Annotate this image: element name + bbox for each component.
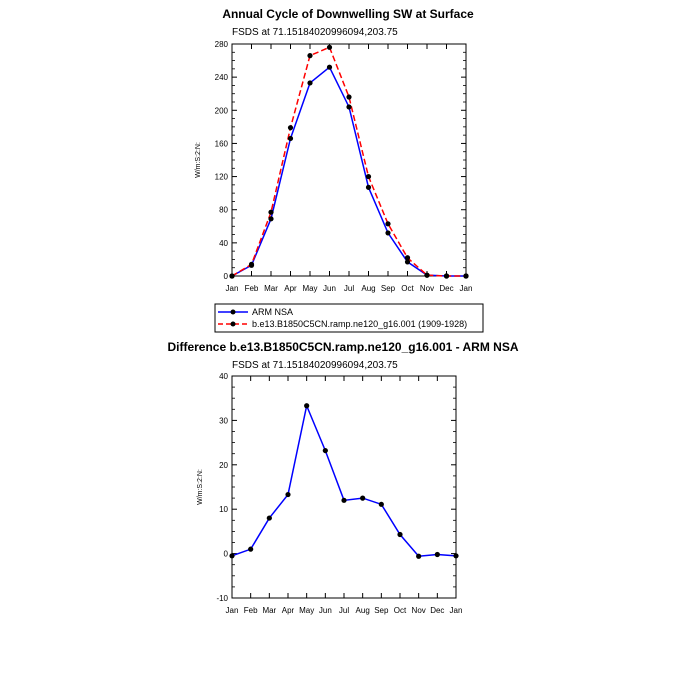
- c1-xtick-label: Mar: [264, 284, 278, 293]
- chart1-title: Annual Cycle of Downwelling SW at Surface: [222, 7, 474, 21]
- c1-series-1-point: [366, 174, 371, 179]
- c2-ytick-label: 20: [219, 460, 228, 470]
- c2-series-line-0: [232, 406, 456, 557]
- c1-plot-frame: [232, 44, 466, 276]
- c1-xtick-label: Jul: [343, 284, 355, 293]
- c2-xtick-label: Jun: [318, 606, 332, 615]
- c2-series-0-point: [323, 448, 328, 453]
- c1-series-0-point: [268, 216, 273, 221]
- c1-series-0-point: [307, 80, 312, 85]
- c1-series-0-point: [288, 136, 293, 141]
- c1-ytick-label: 280: [214, 40, 228, 49]
- c2-series-0-point: [304, 403, 309, 408]
- chart1-series-lines: [232, 47, 466, 276]
- chart2-axes: [216, 372, 462, 615]
- chart2-subtitle: FSDS at 71.15184020996094,203.75: [232, 360, 398, 371]
- legend-marker-model: [231, 322, 236, 327]
- c2-xtick-label: Dec: [430, 606, 445, 615]
- c1-ytick-label: 40: [219, 238, 228, 248]
- c1-xtick-label: Nov: [419, 284, 435, 293]
- c1-xtick-label: Apr: [284, 284, 297, 293]
- c1-series-1-point: [424, 273, 429, 278]
- c1-xtick-label: Jan: [459, 284, 473, 293]
- c1-xtick-label: Jun: [323, 284, 336, 293]
- c2-xtick-label: Mar: [262, 606, 277, 615]
- c2-xtick-label: Apr: [281, 606, 295, 615]
- c1-series-0-point: [366, 185, 371, 190]
- c1-series-1-point: [405, 255, 410, 260]
- chart2-title: Difference b.e13.B1850C5CN.ramp.ne120_g16.001 - ARM NSA: [167, 340, 519, 354]
- chart2-ylabel: W/m:S:2:N:: [197, 469, 204, 505]
- c1-series-1-point: [444, 273, 449, 278]
- c1-series-line-1: [232, 47, 466, 276]
- c2-plot-frame: [232, 376, 456, 598]
- c1-series-1-point: [327, 45, 332, 50]
- c1-ytick-label: 0: [223, 272, 228, 281]
- c2-series-0-point: [285, 492, 290, 497]
- c1-series-1-point: [307, 53, 312, 58]
- c1-xtick-label: Jan: [225, 284, 239, 293]
- c2-series-0-point: [453, 553, 458, 558]
- c1-xtick-label: Aug: [361, 284, 376, 293]
- c2-ytick-label: 30: [219, 416, 228, 426]
- c2-ytick-label: 10: [219, 505, 228, 515]
- c1-series-1-point: [346, 94, 351, 99]
- c2-ytick-label: 0: [223, 549, 228, 559]
- c1-series-1-point: [229, 273, 234, 278]
- c2-ytick-label: 40: [219, 372, 228, 381]
- c2-xtick-label: May: [299, 606, 315, 615]
- c2-xtick-label: Jul: [338, 606, 350, 615]
- c1-series-0-point: [385, 230, 390, 235]
- c1-xtick-label: Sep: [380, 284, 396, 293]
- c2-series-0-point: [229, 553, 234, 558]
- legend-label-model: b.e13.B1850C5CN.ramp.ne120_g16.001 (1909-1928): [252, 319, 468, 329]
- c2-xtick-label: Jan: [225, 606, 239, 615]
- c1-series-1-point: [463, 273, 468, 278]
- c2-xtick-label: Aug: [355, 606, 370, 615]
- chart2-series-points: [229, 403, 458, 559]
- chart1-ylabel: W/m:S:2:N:: [195, 142, 202, 178]
- c1-ytick-label: 200: [214, 106, 228, 116]
- difference-chart: [167, 340, 518, 615]
- c1-xtick-label: Feb: [244, 284, 259, 293]
- c1-xtick-label: Dec: [439, 284, 454, 293]
- c1-ytick-label: 240: [214, 73, 228, 83]
- c1-series-0-point: [327, 65, 332, 70]
- annual-cycle-chart: [195, 7, 474, 293]
- legend: [215, 304, 483, 332]
- c2-series-0-point: [248, 547, 253, 552]
- c2-series-0-point: [435, 552, 440, 557]
- c2-xtick-label: Jan: [449, 606, 463, 615]
- chart1-subtitle: FSDS at 71.15184020996094,203.75: [232, 27, 398, 38]
- chart1-series-points: [229, 45, 468, 279]
- c1-series-1-point: [249, 262, 254, 267]
- c1-series-1-point: [288, 125, 293, 130]
- c2-xtick-label: Feb: [243, 606, 258, 615]
- c2-series-0-point: [341, 498, 346, 503]
- c1-series-1-point: [385, 221, 390, 226]
- c2-series-0-point: [360, 496, 365, 501]
- legend-label-arm: ARM NSA: [252, 307, 294, 317]
- legend-marker-arm: [231, 310, 236, 315]
- chart2-series-lines: [232, 406, 456, 557]
- c2-ytick-label: -10: [216, 594, 228, 603]
- c2-xtick-label: Oct: [393, 606, 407, 615]
- c2-series-0-point: [397, 532, 402, 537]
- c1-xtick-label: May: [302, 284, 318, 293]
- c2-series-0-point: [416, 554, 421, 559]
- c1-ytick-label: 160: [214, 139, 228, 149]
- c1-xtick-label: Oct: [401, 284, 414, 293]
- c2-series-0-point: [267, 515, 272, 520]
- chart1-axes: [215, 40, 473, 293]
- c2-xtick-label: Sep: [374, 606, 389, 615]
- c1-ytick-label: 80: [219, 205, 228, 215]
- c2-xtick-label: Nov: [411, 606, 426, 615]
- c2-series-0-point: [379, 502, 384, 507]
- c1-ytick-label: 120: [214, 172, 228, 182]
- c1-series-0-point: [346, 104, 351, 109]
- c1-series-1-point: [268, 210, 273, 215]
